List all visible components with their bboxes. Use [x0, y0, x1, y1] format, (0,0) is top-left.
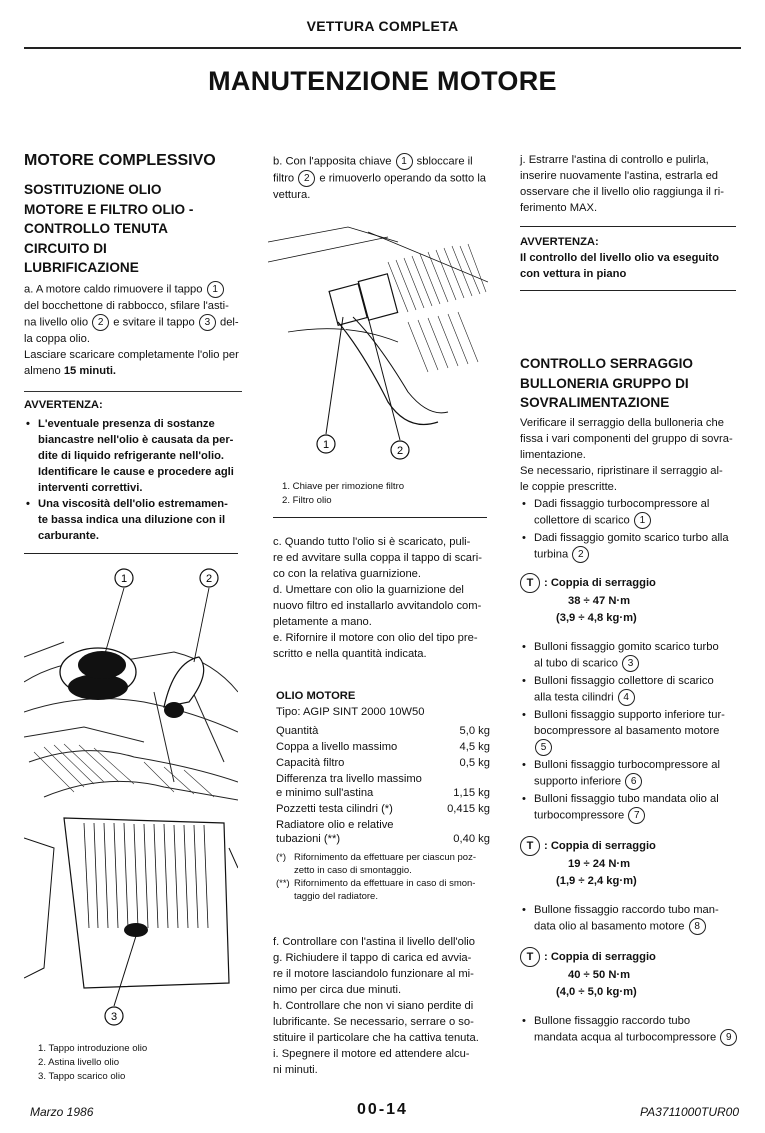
- callout-label: 2: [205, 573, 213, 585]
- footnotes: [276, 851, 490, 903]
- oil-table-row: [276, 817, 490, 847]
- filter-removal-figure: [268, 222, 488, 468]
- list-item: • Dadi fissaggio gomito scarico turbo alla turbina 2: [520, 530, 740, 563]
- list-item: • Bullone fissaggio raccordo tubo man- data olio al basamento motore 8: [520, 902, 740, 935]
- bullet-list: [520, 1013, 740, 1046]
- callout-label: 1: [120, 573, 128, 585]
- divider: [273, 517, 487, 518]
- ref-circle: 3: [199, 314, 216, 331]
- torque-spec-3: T : Coppia di serraggio 40 ÷ 50 N·m (4,0 ÷ 5,0 kg·m): [520, 947, 740, 1001]
- subheading: SOSTITUZIONE OLIO MOTORE E FILTRO OLIO - CONTROLLO TENUTA CIRCUITO DI LUBRIFICAZIONE: [24, 182, 194, 275]
- ref-circle: 3: [622, 655, 639, 672]
- document-code: PA3711000TUR00: [640, 1105, 739, 1119]
- callout-label: 3: [110, 1011, 118, 1023]
- page-number: 00-14: [357, 1101, 408, 1118]
- oil-type: Tipo: AGIP SINT 2000 10W50: [276, 706, 425, 718]
- torque-icon: T: [520, 836, 540, 856]
- turbo-heading: CONTROLLO SERRAGGIO BULLONERIA GRUPPO DI SOVRALIMENTAZIONE: [520, 356, 693, 410]
- oil-table-label: Differenza tra livello massimo e minimo sull'astina: [276, 773, 422, 799]
- oil-table-value: 0,40 kg: [453, 833, 490, 845]
- figure-captions-col1: 1. Tappo introduzione olio 2. Astina livello olio 3. Tappo scarico olio: [38, 1043, 148, 1082]
- warning-item: • L'eventuale presenza di sostanze biancastre nell'olio è causata da per- dite di liquido refrigerante nell'olio. Identificare le cause e procedere agli interventi correttivi.: [24, 416, 242, 496]
- paragraphs-c-e: c. Quando tutto l'olio si è scaricato, puli- re ed avvitare sulla coppa il tappo di scari- co con la relativa guarnizione. d. Umettare con olio la guarnizione del nuovo filtro ed installarlo avvitandolo com- pletamente a mano. e. Rifornire il motore con olio del tipo pre- scritto e nella quantità indicata.: [273, 536, 482, 660]
- oil-table-row: [276, 755, 490, 771]
- callout-label: 1: [322, 439, 330, 451]
- turbo-body: Verificare il serraggio della bulloneria che fissa i vari componenti del gruppo di sovra- limentazione. Se necessario, ripristinare il serraggio al- le coppie prescritte. • Dadi fissaggio turbocompressore al collettore di scarico 1 • Dadi fissaggio gomito scarico turbo alla turbina 2 T : Coppia di serraggio 38 ÷ 47 N·m (3,9 ÷ 4,8 kg·m) • Bulloni fissaggio gomito scarico turbo al tubo di scarico 3 • Bulloni fissaggio collettore di scarico alla testa cilindri 4 • Bulloni fissaggio supporto inferiore tur- bocompressore al basamento motore 5 • Bulloni fissaggio turbocompressore al supporto inferiore 6 • Bulloni fissaggio tubo mandata olio al turbocompressore 7 T : Coppia di serraggio 19 ÷ 24 N·m (1,9 ÷ 2,4 kg·m) • Bullone fissaggio raccordo tubo man- data olio al basamento motore 8 T : Coppia di serraggio 40 ÷ 50 N·m (4,0 ÷ 5,0 kg·m) • Bullone fissaggio raccordo tubo mandata acqua al turbocompressore 9: [520, 415, 740, 1046]
- oil-table-row: [276, 723, 490, 739]
- header-rule: [24, 47, 741, 49]
- callout-label: 2: [396, 445, 404, 457]
- bullet-list: [520, 639, 740, 824]
- ref-circle: 1: [634, 512, 651, 529]
- list-item: • Bullone fissaggio raccordo tubo mandata acqua al turbocompressore 9: [520, 1013, 740, 1046]
- ref-circle: 1: [396, 153, 413, 170]
- page-title: MANUTENZIONE MOTORE: [208, 66, 557, 96]
- oil-table-label: Radiatore olio e relative tubazioni (**): [276, 819, 394, 845]
- divider: [24, 553, 238, 554]
- ref-circle: 2: [92, 314, 109, 331]
- oil-table-value: 0,5 kg: [459, 757, 490, 769]
- section-header: VETTURA COMPLETA: [306, 18, 459, 34]
- list-item: • Bulloni fissaggio turbocompressore al supporto inferiore 6: [520, 757, 740, 790]
- list-item: • Bulloni fissaggio tubo mandata olio al turbocompressore 7: [520, 791, 740, 824]
- callout-2: [391, 441, 409, 459]
- list-item: • Bulloni fissaggio collettore di scarico alla testa cilindri 4: [520, 673, 740, 706]
- ref-circle: 5: [535, 739, 552, 756]
- oil-table-value: 1,15 kg: [453, 787, 490, 799]
- oil-table-label: Pozzetti testa cilindri (*): [276, 803, 393, 815]
- warning-item: • Una viscosità dell'olio estremamen- te bassa indica una diluzione con il carburante.: [24, 496, 242, 544]
- ref-circle: 2: [298, 170, 315, 187]
- callout-1: [317, 435, 335, 453]
- list-item: • Bulloni fissaggio gomito scarico turbo al tubo di scarico 3: [520, 639, 740, 672]
- oil-spec-title: OLIO MOTORE: [276, 690, 356, 702]
- footnote: (*) Rifornimento da effettuare per ciascun poz- zetto in caso di smontaggio.: [276, 852, 477, 876]
- paragraphs-f-i: f. Controllare con l'astina il livello dell'olio g. Richiudere il tappo di carica ed avvia- re il motore lasciandolo funzionare al mi- nimo per circa due minuti. h. Controllare che non vi siano perdite di lubrificante. Se necessario, serrare o so- stituire il particolare che ha cattiva tenuta. i. Spegnere il motore ed attendere alcu- ni minuti.: [273, 936, 479, 1076]
- paragraph-b: b. Con l'apposita chiave 1 sbloccare il filtro 2 e rimuoverlo operando da sotto la vettura.: [273, 153, 489, 203]
- torque-spec-2: T : Coppia di serraggio 19 ÷ 24 N·m (1,9 ÷ 2,4 kg·m): [520, 836, 740, 890]
- ref-circle: 1: [207, 281, 224, 298]
- oil-table-value: 0,415 kg: [447, 803, 490, 815]
- oil-table-label: Quantità: [276, 725, 319, 737]
- paragraph-j: j. Estrarre l'astina di controllo e pulirla, inserire nuovamente l'astina, estrarla ed osservare che il livello olio raggiunga il ri- ferimento MAX.: [520, 154, 724, 214]
- torque-spec-1: T : Coppia di serraggio 38 ÷ 47 N·m (3,9 ÷ 4,8 kg·m): [520, 573, 740, 627]
- oil-table-value: 5,0 kg: [459, 725, 490, 737]
- torque-icon: T: [520, 573, 540, 593]
- list-item: • Dadi fissaggio turbocompressore al collettore di scarico 1: [520, 496, 740, 529]
- callout-1: [115, 569, 133, 587]
- oil-table-row: [276, 771, 490, 801]
- ref-circle: 2: [572, 546, 589, 563]
- callout-3: [105, 1007, 123, 1025]
- warning-box: AVVERTENZA: • L'eventuale presenza di sostanze biancastre nell'olio è causata da per- dite di liquido refrigerante nell'olio. Identificare le cause e procedere agli interventi correttivi. • Una viscosità dell'olio estremamen- te bassa indica una diluzione con il carburante.: [24, 391, 242, 544]
- ref-circle: 6: [625, 773, 642, 790]
- oil-table-value: 4,5 kg: [459, 741, 490, 753]
- oil-table-row: [276, 801, 490, 817]
- ref-circle: 7: [628, 807, 645, 824]
- warning-box-col3: AVVERTENZA: Il controllo del livello olio va eseguito con vettura in piano: [520, 236, 719, 280]
- bullet-list: [520, 902, 740, 935]
- list-item: • Bulloni fissaggio supporto inferiore tur- bocompressore al basamento motore 5: [520, 707, 740, 756]
- torque-icon: T: [520, 947, 540, 967]
- paragraph-a: a. A motore caldo rimuovere il tappo 1 del bocchettone di rabbocco, sfilare l'asti- na livello olio 2 e svitare il tappo 3 del- la coppa olio. Lasciare scaricare completamente l'olio per almeno 15 minuti.: [24, 281, 242, 379]
- oil-quantity-table: [276, 723, 490, 847]
- bullet-list: [520, 496, 740, 563]
- section-heading: MOTORE COMPLESSIVO: [24, 152, 216, 169]
- ref-circle: 9: [720, 1029, 737, 1046]
- footer-date: Marzo 1986: [30, 1105, 94, 1119]
- oil-table-row: [276, 739, 490, 755]
- oil-table-label: Coppa a livello massimo: [276, 741, 398, 753]
- callout-2: [200, 569, 218, 587]
- ref-circle: 8: [689, 918, 706, 935]
- footnote: (**) Rifornimento da effettuare in caso di smon- taggio del radiatore.: [276, 878, 476, 902]
- divider: [520, 226, 736, 227]
- engine-top-figure: [24, 562, 238, 802]
- divider: [520, 290, 736, 291]
- oil-sump-figure: [24, 808, 238, 1038]
- ref-circle: 4: [618, 689, 635, 706]
- oil-spec: [276, 688, 490, 903]
- oil-table-label: Capacità filtro: [276, 757, 345, 769]
- column-1: [24, 151, 242, 544]
- figure-captions-col2: 1. Chiave per rimozione filtro 2. Filtro olio: [282, 481, 405, 506]
